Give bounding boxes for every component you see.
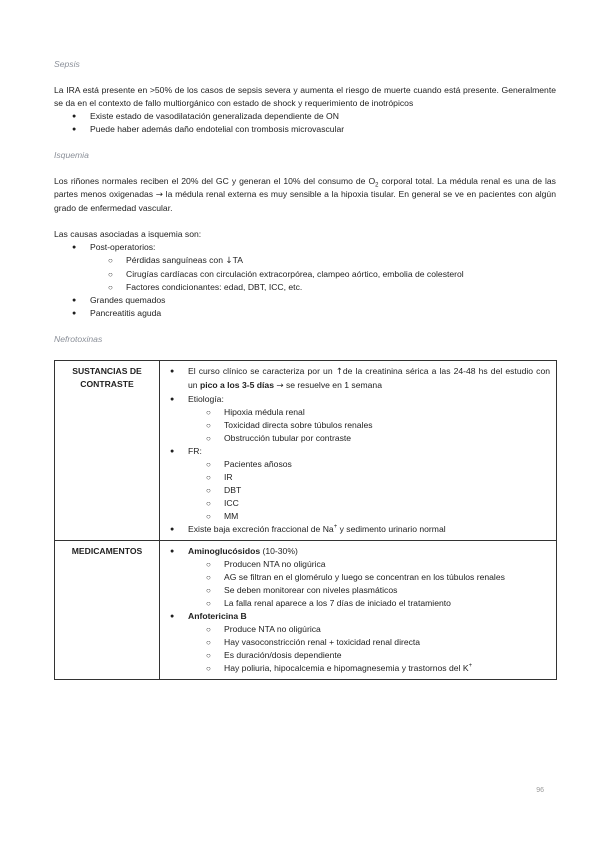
list-item: ○ Obstrucción tubular por contraste — [166, 432, 550, 445]
list-item: ○ Pacientes añosos — [166, 458, 550, 471]
list-item: ● Existe baja excreción fraccional de Na+ y sedimento urinario normal — [166, 523, 550, 536]
section-heading-nefrotoxinas: Nefrotoxinas — [54, 334, 103, 344]
list-item: ○ ICC — [166, 497, 550, 510]
section-heading-isquemia: Isquemia — [54, 150, 89, 160]
table-row — [55, 361, 557, 541]
list-item: ● Pancreatitis aguda — [54, 307, 556, 320]
list-item: ○ AG se filtran en el glomérulo y luego se concentran en los túbulos renales — [166, 571, 550, 584]
list-item: ○ DBT — [166, 484, 550, 497]
section-heading-sepsis: Sepsis — [54, 59, 80, 69]
list-item: ○ Es duración/dosis dependiente — [166, 649, 550, 662]
row-label-contraste: SUSTANCIAS DE CONTRASTE — [55, 361, 160, 541]
list-item: ○ Factores condicionantes: edad, DBT, ICC, etc. — [54, 281, 556, 294]
sepsis-paragraph: La IRA está presente en >50% de los casos de sepsis severa y aumenta el riesgo de muerte cuando está presente. Generalmente se da en el contexto de fallo multiorgánico con estado de shock y requerimiento de inotrópicos — [54, 85, 556, 108]
row-content-contraste — [160, 361, 557, 541]
sepsis-list — [54, 110, 556, 136]
row-content-medicamentos — [160, 541, 557, 680]
up-arrow-icon: ↑ — [335, 367, 343, 377]
list-item: ○ Producen NTA no oligúrica — [166, 558, 550, 571]
list-item: ○ Pérdidas sanguíneas con ↓TA — [54, 254, 556, 268]
list-item: ○ La falla renal aparece a los 7 días de iniciado el tratamiento — [166, 597, 550, 610]
list-item: ● Grandes quemados — [54, 294, 556, 307]
list-item: ● Post-operatorios: ○ Pérdidas sanguíneas con ↓TA ○ Cirugías cardíacas con circulación extracorpórea, clampeo aórtico, embolia de colesterol ○ Factores condicionantes: edad, DBT, ICC, etc. — [54, 241, 556, 294]
list-item: ● Existe estado de vasodilatación generalizada dependiente de ON — [54, 110, 556, 123]
list-item: ○ Hay vasoconstricción renal + toxicidad renal directa — [166, 636, 550, 649]
list-item: ○ MM — [166, 510, 550, 523]
list-item: ● Puede haber además daño endotelial con trombosis microvascular — [54, 123, 556, 136]
down-arrow-icon: ↓ — [225, 256, 233, 266]
page-number: 96 — [536, 787, 544, 794]
list-item: ● Aminoglucósidos (10-30%) ○ Producen NTA no oligúrica ○ AG se filtran en el glomérulo y luego se concentran en los túbulos renales ○ Se deben monitorear con niveles plasmáticos ○ La falla renal aparece a los 7 días de iniciado el tratamiento — [166, 545, 550, 610]
list-item: ○ Hipoxia médula renal — [166, 406, 550, 419]
list-item: ○ Se deben monitorear con niveles plasmáticos — [166, 584, 550, 597]
list-item: ○ Toxicidad directa sobre túbulos renales — [166, 419, 550, 432]
list-item: ● El curso clínico se caracteriza por un ↑de la creatinina sérica a las 24-48 hs del estudio con un pico a los 3-5 días → se resuelve en 1 semana — [166, 365, 550, 393]
causes-intro: Las causas asociadas a isquemia son: — [54, 229, 202, 239]
document-page — [54, 58, 556, 680]
list-item: ● Anfotericina B ○ Produce NTA no oligúrica ○ Hay vasoconstricción renal + toxicidad renal directa ○ Es duración/dosis dependiente ○ Hay poliuria, hipocalcemia e hipomagnesemia y trastornos del K+ — [166, 610, 550, 675]
row-label-medicamentos: MEDICAMENTOS — [55, 541, 160, 680]
nefrotoxinas-table — [54, 360, 557, 680]
list-item: ○ Cirugías cardíacas con circulación extracorpórea, clampeo aórtico, embolia de colesterol — [54, 268, 556, 281]
causes-list — [54, 241, 556, 320]
postop-sublist — [90, 254, 556, 294]
table-row — [55, 541, 557, 680]
right-arrow-icon: → — [276, 381, 284, 391]
isquemia-paragraph: Los riñones normales reciben el 20% del GC y generan el 10% del consumo de $O_2$ corporal total. La médula renal es una de las partes menos oxigenadas → la médula renal externa es muy sensible a la hipoxia tisular. En general se ve en pacientes con algún grado de enfermedad vascular. — [54, 176, 556, 213]
right-arrow-icon: → — [155, 190, 163, 200]
list-item: ○ IR — [166, 471, 550, 484]
list-item: ● FR: ○ Pacientes añosos ○ IR ○ DBT ○ ICC ○ MM — [166, 445, 550, 523]
list-item: ○ Produce NTA no oligúrica — [166, 623, 550, 636]
list-item: ● Etiología: ○ Hipoxia médula renal ○ Toxicidad directa sobre túbulos renales ○ Obstrucción tubular por contraste — [166, 393, 550, 445]
list-item: ○ Hay poliuria, hipocalcemia e hipomagnesemia y trastornos del K+ — [166, 662, 550, 675]
